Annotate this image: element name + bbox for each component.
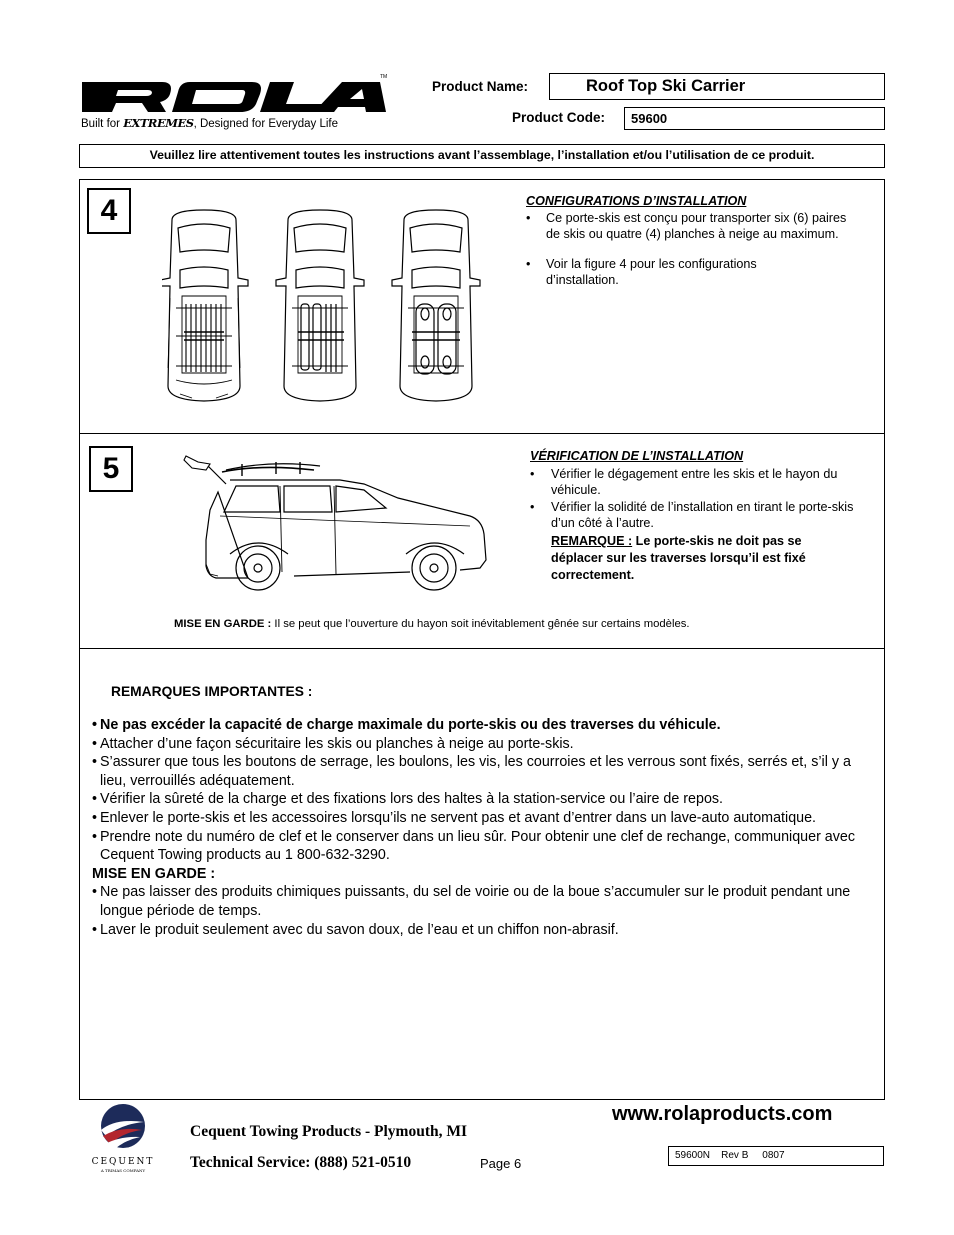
step-number: 5 <box>89 446 133 492</box>
bullet-item: • Vérifier la solidité de l’installation en tirant le porte-skis d’un côté à l’autre. <box>530 500 854 530</box>
list-item: • Ne pas laisser des produits chimiques puissants, du sel de voirie ou de la boue s’accumuler sur le produit pendant une longue période de temps. <box>92 884 851 919</box>
list-item: • Laver le produit seulement avec du savon doux, de l’eau et un chiffon non-abrasif. <box>92 921 619 938</box>
caution-heading: MISE EN GARDE : <box>92 865 216 882</box>
installation-configurations-figure <box>162 208 494 408</box>
website-link[interactable]: www.rolaproducts.com <box>612 1103 833 1125</box>
product-name-value: Roof Top Ski Carrier <box>586 77 746 95</box>
list-item: • Vérifier la sûreté de la charge et des fixations lors des haltes à la station-service ou l’aire de repos. <box>92 791 724 808</box>
product-name-label: Product Name: <box>432 79 529 94</box>
cequent-subtitle: A TRIMAS COMPANY <box>100 1168 146 1173</box>
technical-service: Technical Service: (888) 521-0510 <box>190 1154 412 1171</box>
product-code-label: Product Code: <box>512 110 605 125</box>
step-number: 4 <box>87 188 131 234</box>
revision-box: 59600N Rev B 0807 <box>668 1146 884 1166</box>
cequent-wordmark: CEQUENT <box>91 1157 155 1167</box>
list-item: • S’assurer que tous les boutons de serrage, les boulons, les vis, les courroies et les verrous sont fixés, serrés et, s’il y a lieu, verrouillés adéquatement. <box>92 754 851 789</box>
caution-note: MISE EN GARDE : Il se peut que l’ouverture du hayon soit inévitablement gênée sur certains modèles. <box>174 618 690 630</box>
product-code-value: 59600 <box>631 111 668 126</box>
remarks-title: REMARQUES IMPORTANTES : <box>111 684 313 699</box>
section-title: CONFIGURATIONS D’INSTALLATION <box>526 194 747 208</box>
list-item: • Prendre note du numéro de clef et le conserver dans un lieu sûr. Pour obtenir une clef de rechange, communiquer avec Cequent Towing products au 1 800-632-3290. <box>92 828 856 864</box>
read-instructions-warning: Veuillez lire attentivement toutes les instructions avant l’assemblage, l’installation et/ou l’utilisation de ce produit. <box>79 144 885 168</box>
page-number: Page 6 <box>480 1156 522 1171</box>
company-name: Cequent Towing Products - Plymouth, MI <box>190 1123 468 1140</box>
installation-check-figure <box>180 450 490 600</box>
list-item: • Enlever le porte-skis et les accessoires lorsqu’ils ne servent pas et avant d’entrer dans un lave-auto automatique. <box>92 809 817 826</box>
tagline: Built for EXTREMES, Designed for Everyday Life <box>81 116 339 130</box>
remark-note: REMARQUE : Le porte-skis ne doit pas se déplacer sur les traverses lorsqu’il est fixé correctement. <box>551 534 806 582</box>
section-title: VÉRIFICATION DE L’INSTALLATION <box>530 449 744 463</box>
bullet-item: • Vérifier le dégagement entre les skis et le hayon du véhicule. <box>530 467 838 497</box>
remarks-list <box>92 716 877 939</box>
bullet-item: • Voir la figure 4 pour les configurations d’installation. <box>526 257 757 287</box>
skis-config <box>184 304 224 372</box>
bullet-item: • Ce porte-skis est conçu pour transporter six (6) paires de skis ou quatre (4) planches à neige au maximum. <box>526 211 847 241</box>
divider <box>79 433 885 434</box>
list-item: • Attacher d’une façon sécuritaire les skis ou planches à neige au porte-skis. <box>92 735 574 752</box>
divider <box>79 648 885 649</box>
list-item: • Ne pas excéder la capacité de charge maximale du porte-skis ou des traverses du véhicule. <box>92 717 721 733</box>
svg-text:TM: TM <box>380 74 388 80</box>
